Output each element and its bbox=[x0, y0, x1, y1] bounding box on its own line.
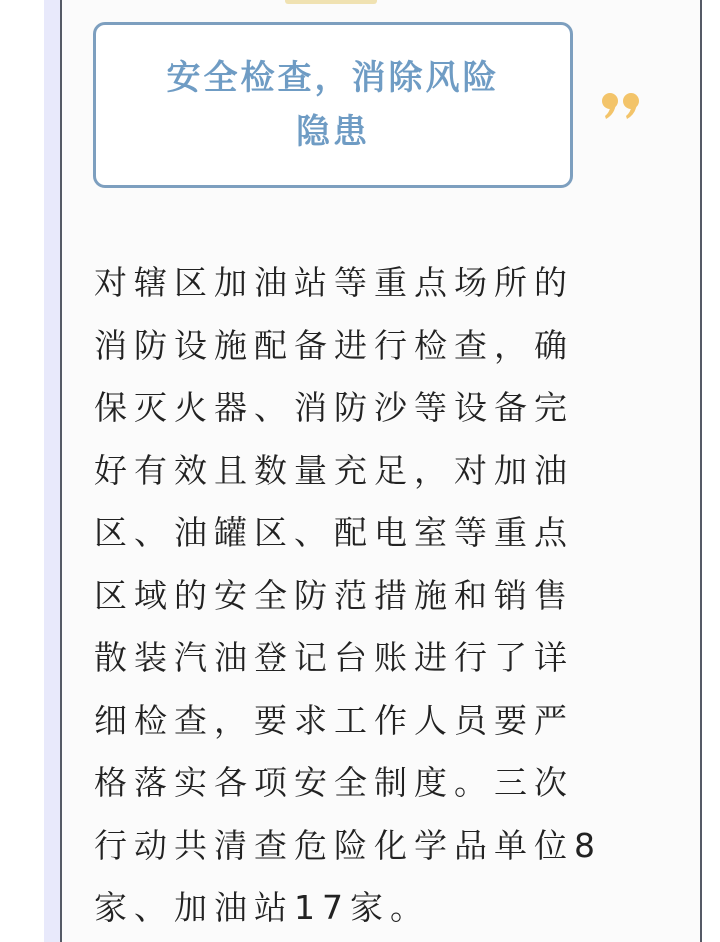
left-margin-stripe bbox=[44, 0, 60, 942]
article-body bbox=[94, 252, 654, 940]
section-title-line-1: 安全检查，消除风险 bbox=[166, 58, 500, 98]
body-line: 家、加油站17家。 bbox=[94, 888, 430, 927]
body-line: 消防设施配备进行检查，确 bbox=[94, 325, 574, 365]
closing-quote-icon bbox=[601, 92, 643, 120]
body-line: 对辖区加油站等重点场所的 bbox=[94, 263, 574, 302]
body-line: 行动共清查危险化学品单位8 bbox=[94, 825, 602, 865]
body-line: 格落实各项安全制度。三次 bbox=[94, 763, 574, 802]
section-title-box bbox=[93, 22, 573, 188]
body-line: 细检查，要求工作人员要严 bbox=[94, 700, 574, 740]
body-line: 区域的安全防范措施和销售 bbox=[94, 575, 574, 615]
body-line: 散装汽油登记台账进行了详 bbox=[94, 638, 574, 677]
body-line: 好有效且数量充足，对加油 bbox=[94, 450, 574, 490]
body-line: 保灭火器、消防沙等设备完 bbox=[94, 388, 574, 427]
body-line: 区、油罐区、配电室等重点 bbox=[94, 513, 574, 552]
section-title-line-2: 隐患 bbox=[296, 112, 370, 152]
top-accent-bar bbox=[285, 0, 377, 4]
